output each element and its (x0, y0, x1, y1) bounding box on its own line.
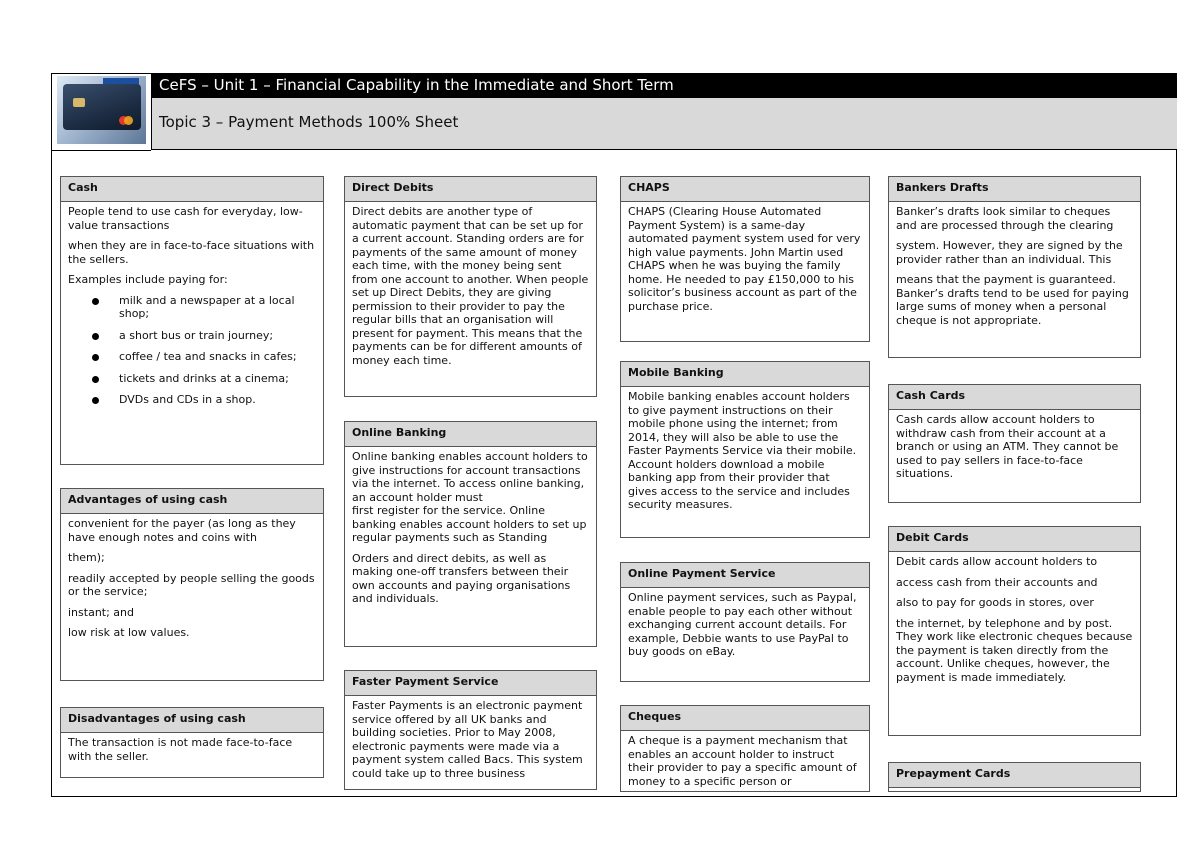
card-chip-icon (73, 98, 85, 107)
online-payment-heading: Online Payment Service (621, 563, 869, 588)
faster-payment-box (344, 670, 597, 790)
debit-cards-body: Debit cards allow account holders to access cash from their accounts and also to pay for goods in stores, over the internet, by telephone and by post. They work like electronic cheques because the payment is taken directly from the account. Unlike cheques, however, the payment is made immediately. (896, 555, 1133, 684)
prepayment-cards-heading: Prepayment Cards (889, 763, 1140, 788)
bankers-drafts-body: Banker’s drafts look similar to cheques and are processed through the clearing system. However, they are signed by the provider rather than an individual. This means that the payment is guaranteed. Banker’s drafts tend to be used for paying large sums of money when a personal cheque is not appropriate. (896, 205, 1129, 327)
cheques-heading: Cheques (621, 706, 869, 731)
chaps-box (620, 176, 870, 342)
list-item: tickets and drinks at a cinema; (92, 372, 316, 386)
cash-text-2: when they are in face-to-face situations with the sellers. (68, 239, 315, 266)
direct-debits-heading: Direct Debits (345, 177, 596, 202)
faster-payment-body: Faster Payments is an electronic payment service offered by all UK banks and building societies. Prior to May 2008, electronic payments were made via a payment system called Bacs. This system could take up to three business (352, 699, 583, 780)
bullet-icon (92, 397, 99, 404)
online-banking-heading: Online Banking (345, 422, 596, 447)
chaps-body: CHAPS (Clearing House Automated Payment System) is a same-day automated payment system used for very high value payments. John Martin used CHAPS when he was buying the family home. He needed to pay £150,000 to his solicitor’s business account as part of the purchase price. (628, 205, 861, 313)
credit-card-image (57, 76, 146, 144)
list-item: a short bus or train journey; (92, 329, 316, 343)
cash-text-3: Examples include paying for: (68, 273, 228, 286)
advantage-item: readily accepted by people selling the goods or the service; (68, 571, 315, 598)
disadvantages-box (60, 707, 324, 778)
online-payment-body: Online payment services, such as Paypal, enable people to pay each other without exchanging current account details. For example, Debbie wants to use PayPal to buy goods on eBay. (628, 591, 857, 658)
advantage-item: convenient for the payer (as long as they have enough notes and coins with (68, 517, 296, 544)
advantages-box (60, 488, 324, 681)
bankers-drafts-box (888, 176, 1141, 358)
cash-examples-list (92, 294, 316, 407)
bullet-icon (92, 333, 99, 340)
cheques-box (620, 705, 870, 792)
mobile-banking-heading: Mobile Banking (621, 362, 869, 387)
bankers-drafts-heading: Bankers Drafts (889, 177, 1140, 202)
disadvantages-heading: Disadvantages of using cash (61, 708, 323, 733)
bullet-icon (92, 354, 99, 361)
card-network-icon-overlap (124, 116, 133, 125)
header-divider (51, 150, 151, 151)
prepayment-cards-box (888, 762, 1141, 792)
cash-box (60, 176, 324, 465)
mobile-banking-box (620, 361, 870, 538)
disadvantages-body: The transaction is not made face-to-face with the seller. (68, 736, 293, 763)
advantage-item: low risk at low values. (68, 626, 190, 639)
direct-debits-box (344, 176, 597, 397)
cash-cards-box (888, 384, 1141, 503)
cash-heading: Cash (61, 177, 323, 202)
cash-cards-heading: Cash Cards (889, 385, 1140, 410)
list-item: DVDs and CDs in a shop. (92, 393, 316, 407)
page-subtitle: Topic 3 – Payment Methods 100% Sheet (151, 98, 1177, 150)
bullet-icon (92, 376, 99, 383)
chaps-heading: CHAPS (621, 177, 869, 202)
cash-text-1: People tend to use cash for everyday, low-value transactions (68, 205, 303, 232)
debit-cards-heading: Debit Cards (889, 527, 1140, 552)
advantage-item: instant; and (68, 605, 134, 619)
online-payment-box (620, 562, 870, 682)
cheques-body: A cheque is a payment mechanism that enables an account holder to instruct their provider to pay a specific amount of money to a specific person or (628, 734, 857, 788)
list-item: coffee / tea and snacks in cafes; (92, 350, 316, 364)
online-banking-body: Online banking enables account holders to give instructions for account transactions via the internet. To access online banking, an account holder must first register for the service. Online banking enables account holders to set up regular payments such as Standing Orders and direct debits, as well as making one-off transfers between their own accounts and paying organisations and individuals. (352, 450, 588, 605)
page-title: CeFS – Unit 1 – Financial Capability in the Immediate and Short Term (151, 73, 1177, 98)
cash-body (61, 202, 323, 407)
advantages-heading: Advantages of using cash (61, 489, 323, 514)
bullet-icon (92, 298, 99, 305)
faster-payment-heading: Faster Payment Service (345, 671, 596, 696)
debit-cards-box (888, 526, 1141, 736)
online-banking-box (344, 421, 597, 647)
cash-cards-body: Cash cards allow account holders to withdraw cash from their account at a branch or using an ATM. They cannot be used to pay sellers in face-to-face situations. (896, 413, 1119, 480)
advantages-body (61, 514, 323, 640)
advantage-item: them); (68, 551, 105, 564)
list-item: milk and a newspaper at a local shop; (92, 294, 316, 321)
mobile-banking-body: Mobile banking enables account holders to give payment instructions on their mobile phone using the internet; from 2014, they will also be able to use the Faster Payments Service via their mobile. Account holders download a mobile banking app from their provider that gives access to the service and includes security measures. (628, 390, 857, 511)
direct-debits-body: Direct debits are another type of automatic payment that can be set up for a current account. Standing orders are for payments of the same amount of money each time, with the money being sent from one account to another. When people set up Direct Debits, they are giving permission to their provider to pay the regular bills that an organisation will present for payment. This means that the payments can be for different amounts of money each time. (352, 205, 589, 367)
